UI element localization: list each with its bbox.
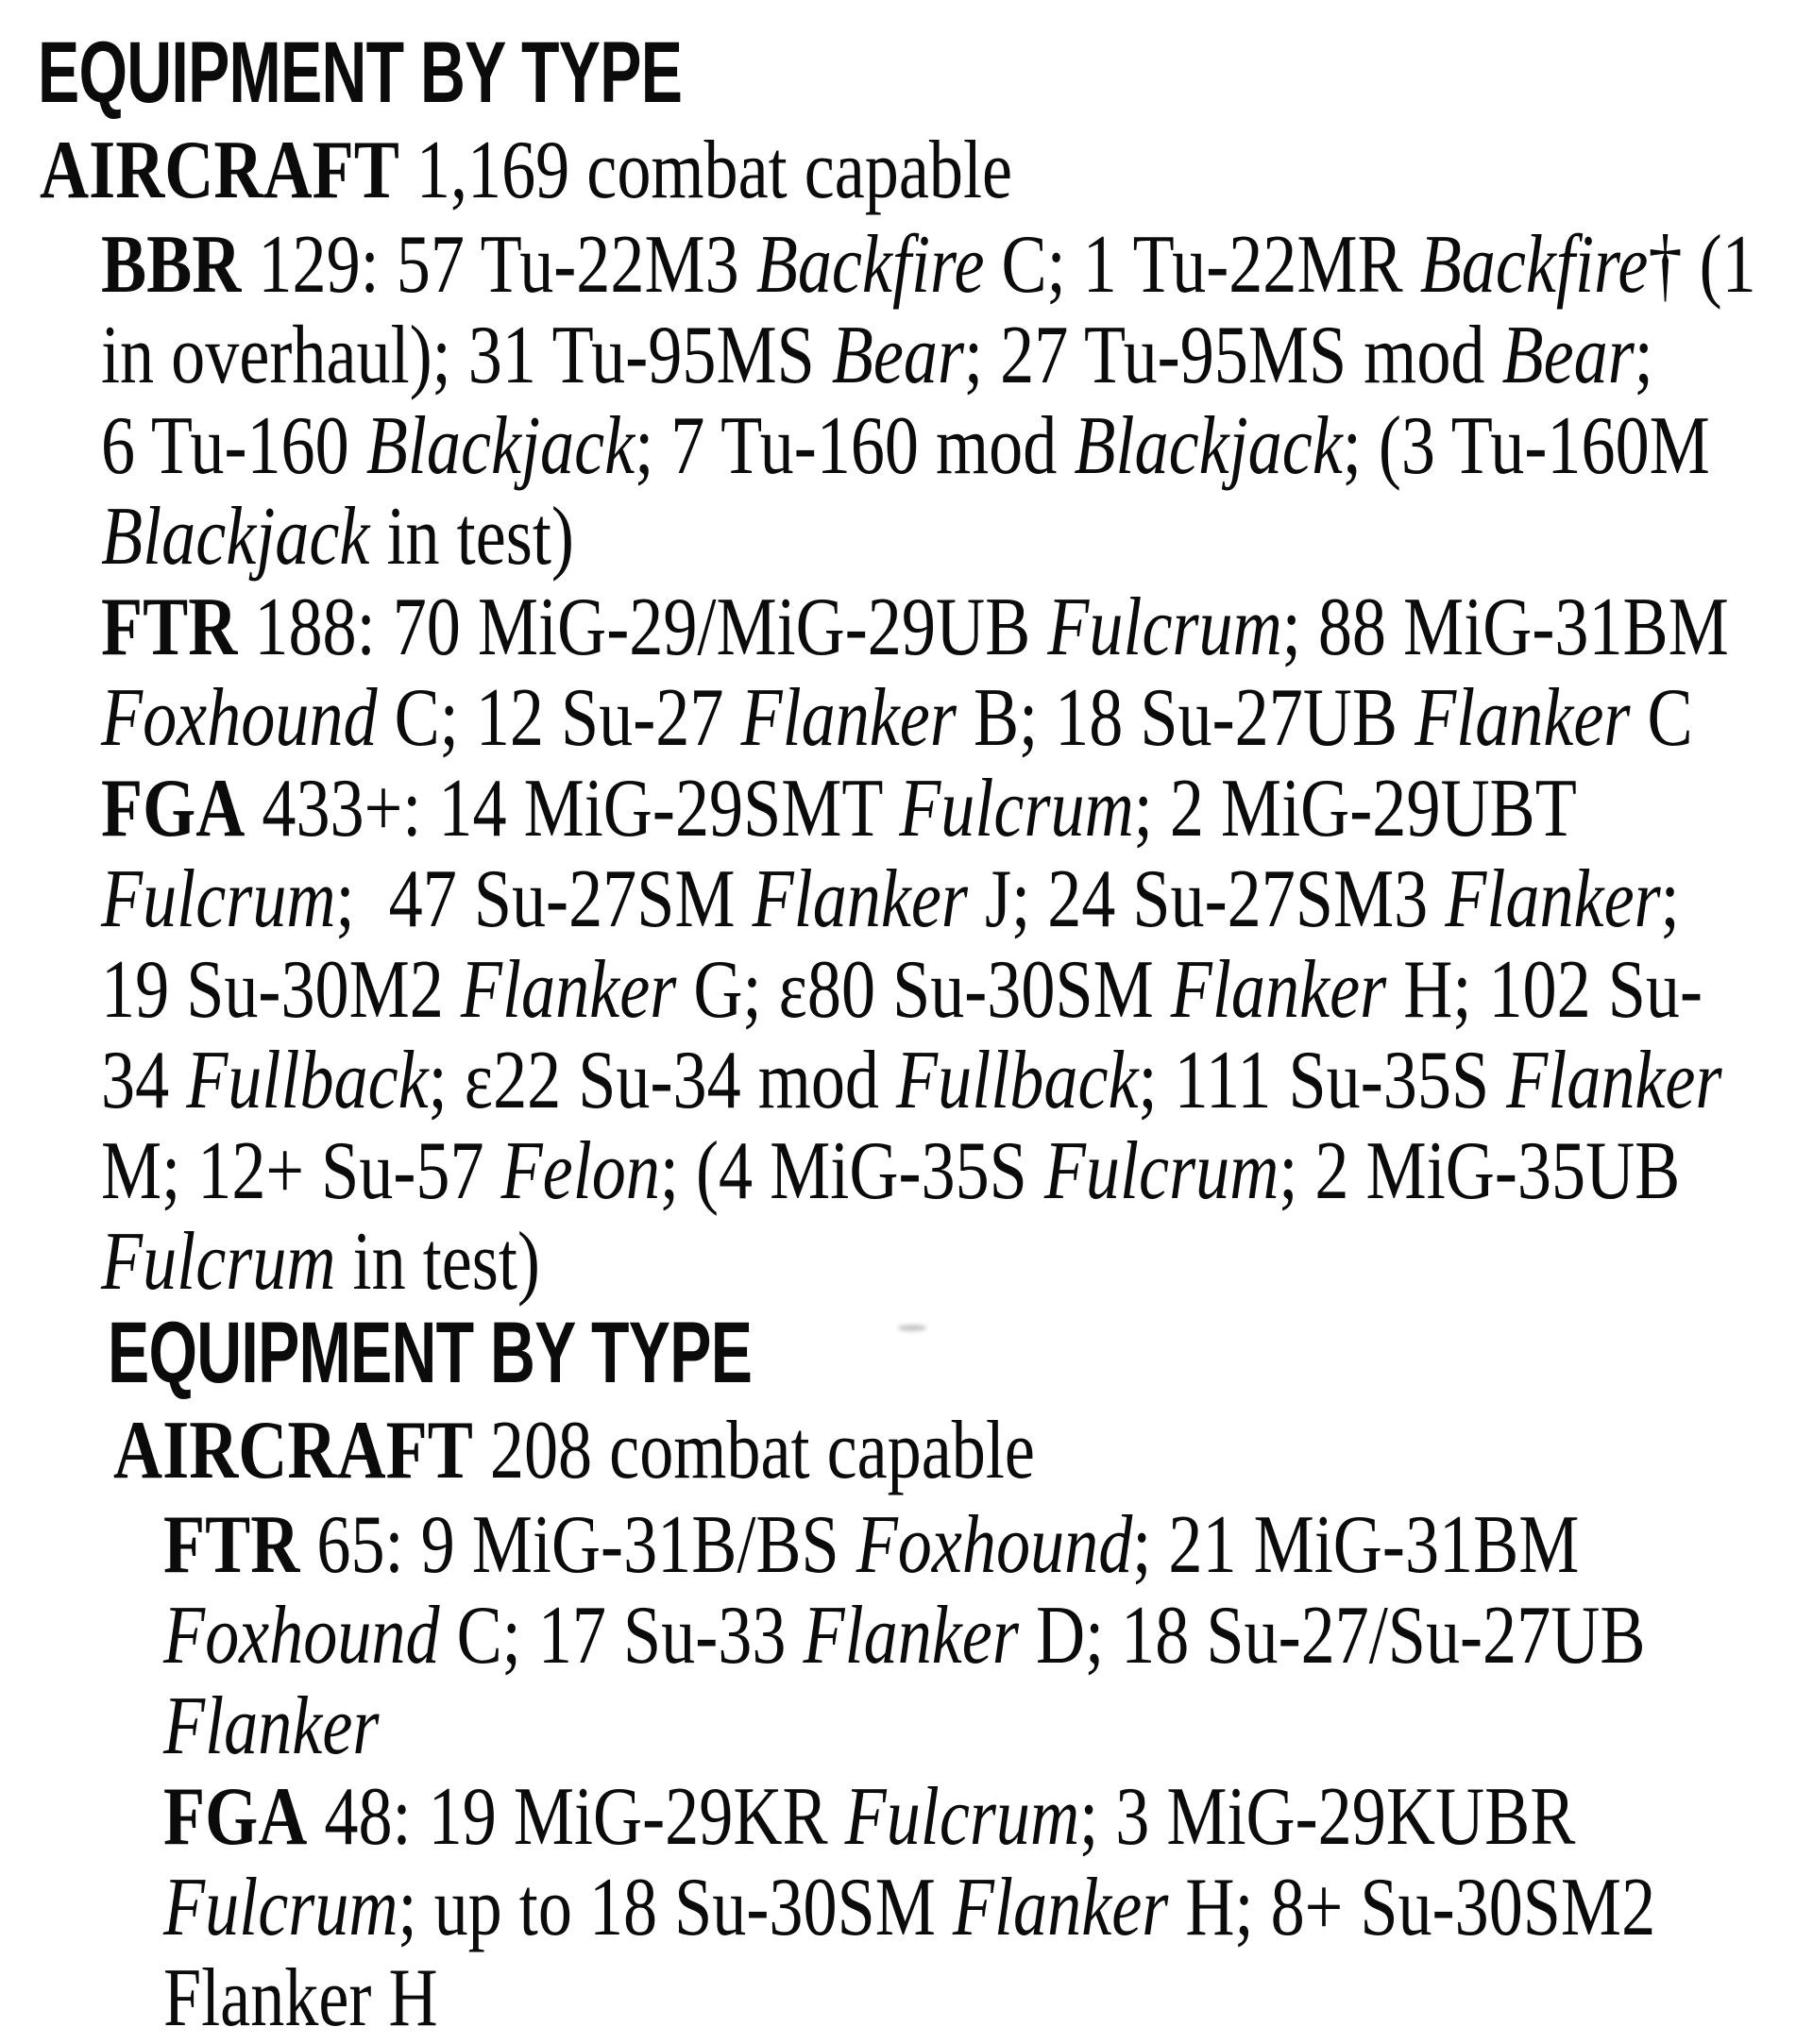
italic-text: Flanker [752,853,969,945]
text-line: 6 Tu-160 Blackjack; 7 Tu-160 mod Blackjack; (3 Tu-160M [101,400,1710,492]
equipment-section-1 [0,27,1813,1308]
text-line: FTR 188: 70 MiG-29/MiG-29UB Fulcrum; 88 MiG-31BM [101,582,1729,673]
section-heading: EQUIPMENT BY TYPE [108,1305,753,1401]
equipment-entry-bbr [0,220,1813,583]
bold-text: FTR [101,582,238,673]
text-line: Flanker H [163,1952,438,2044]
text-line: Blackjack in test) [101,491,574,583]
italic-text: Foxhound [163,1590,440,1681]
equipment-section-2 [0,1305,1813,2044]
text-line: Foxhound C; 17 Su-33 Flanker D; 18 Su-27/Su-27UB [163,1590,1646,1681]
stray-mark [898,1325,926,1331]
italic-text: Fullback [186,1035,429,1126]
italic-text: Flanker [1170,944,1387,1036]
italic-text: Backfire [755,219,985,311]
equipment-entry-ftr [0,1500,1813,1772]
text-line: FGA 433+: 14 MiG-29SMT Fulcrum; 2 MiG-29UBT [101,763,1577,854]
text-line: in overhaul); 31 Tu-95MS Bear; 27 Tu-95MS mod Bear; [101,310,1653,401]
italic-text: Fulcrum [163,1862,398,1953]
bold-text: FGA [101,763,246,854]
section-heading: EQUIPMENT BY TYPE [38,25,683,121]
text-line: 34 Fullback; ε22 Su-34 mod Fullback; 111 Su-35S Flanker [101,1035,1722,1126]
italic-text: Fulcrum [899,763,1134,854]
bold-text: BBR [101,219,242,311]
italic-text: Flanker [163,1681,380,1772]
italic-text: Flanker [803,1590,1019,1681]
text-line: BBR 129: 57 Tu-22M3 Backfire C; 1 Tu-22MR Backfire† (1 [101,219,1756,311]
equipment-entry-ftr [0,583,1813,764]
italic-text: Felon [500,1125,660,1217]
text-line: FGA 48: 19 MiG-29KR Fulcrum; 3 MiG-29KUBR [163,1771,1576,1863]
italic-text: Fulcrum [1047,582,1282,673]
equipment-entry-fga [0,1772,1813,2044]
italic-text: Bear [1501,310,1635,401]
italic-text: Foxhound [101,672,378,764]
equipment-entry-fga [0,764,1813,1308]
italic-text: Fulcrum [101,853,336,945]
text-line: Fulcrum in test) [101,1216,540,1308]
italic-text: Backfire [1419,219,1649,311]
bold-text: FGA [163,1771,308,1863]
italic-text: Flanker [1445,853,1661,945]
text-line: 19 Su-30M2 Flanker G; ε80 Su-30SM Flanker H; 102 Su- [101,944,1703,1036]
italic-text: Blackjack [1074,400,1343,492]
italic-text: Foxhound [856,1499,1133,1591]
text-line: Foxhound C; 12 Su-27 Flanker B; 18 Su-27UB Flanker C [101,672,1693,764]
text-line: M; 12+ Su-57 Felon; (4 MiG-35S Fulcrum; 2 MiG-35UB [101,1125,1681,1217]
italic-text: Fulcrum [1043,1125,1279,1217]
aircraft-summary-line: AIRCRAFT 1,169 combat capable [40,125,1013,216]
italic-text: Flanker [740,672,957,764]
italic-text: Blackjack [101,491,370,583]
italic-text: Blackjack [365,400,635,492]
sections-container [0,27,1813,2044]
italic-text: Fullback [896,1035,1139,1126]
aircraft-summary-line: AIRCRAFT 208 combat capable [113,1405,1035,1496]
italic-text: Fulcrum [101,1216,336,1308]
italic-text: Flanker [952,1862,1169,1953]
italic-text: Flanker [460,944,677,1036]
text-line [163,1681,1516,1772]
text-line: Fulcrum; up to 18 Su-30SM Flanker H; 8+ Su-30SM2 [163,1862,1656,1953]
italic-text: Flanker [1415,672,1631,764]
bold-text: FTR [163,1499,300,1591]
text-line: FTR 65: 9 MiG-31B/BS Foxhound; 21 MiG-31BM [163,1499,1580,1591]
italic-text: Bear [831,310,965,401]
italic-text: Fulcrum [844,1771,1080,1863]
text-line: Fulcrum; 47 Su-27SM Flanker J; 24 Su-27SM3 Flanker; [101,853,1680,945]
bold-text: AIRCRAFT [40,125,399,216]
bold-text: AIRCRAFT [113,1405,473,1496]
italic-text: Flanker [1506,1035,1722,1126]
